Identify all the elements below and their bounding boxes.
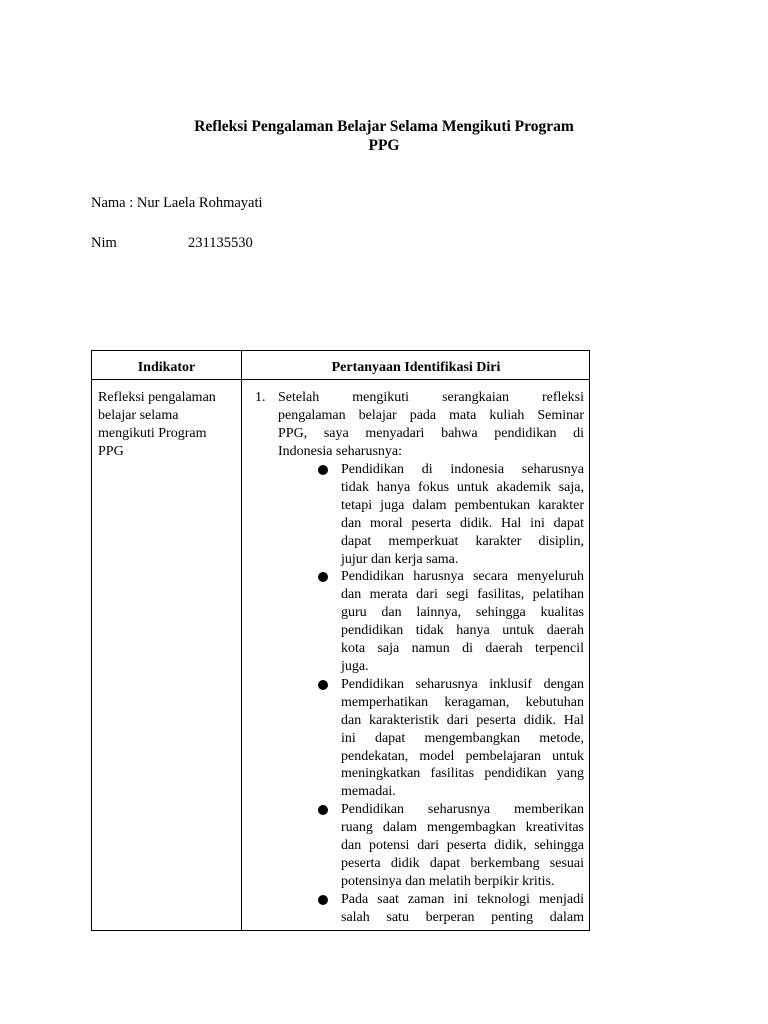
bullet-line: ini dapat mengembangkan metode, xyxy=(341,730,584,746)
header-pertanyaan: Pertanyaan Identifikasi Diri xyxy=(331,360,501,375)
bullet-line: memperhatikan keragaman, kebutuhan xyxy=(341,694,584,710)
bullet-line: Pendidikan harusnya secara menyeluruh xyxy=(341,569,584,585)
bullet-dot-icon xyxy=(318,465,328,475)
bullet-line: juga. xyxy=(341,658,369,674)
bullet-line: pendidikan tidak hanya untuk daerah xyxy=(341,623,584,639)
bullet-line: Pendidikan seharusnya memberikan xyxy=(341,802,584,818)
bullet-dot-icon xyxy=(318,805,328,815)
question-line: Setelah mengikuti serangkaian refleksi xyxy=(278,390,584,405)
bullet-item xyxy=(318,461,584,568)
title-line-2: PPG xyxy=(368,137,400,154)
name-field: Nama : Nur Laela Rohmayati xyxy=(91,195,263,211)
bullet-item xyxy=(318,568,584,675)
question-number: 1. xyxy=(255,390,266,405)
document-title xyxy=(130,117,638,155)
bullet-line: dan merata dari segi fasilitas, pelatihan xyxy=(341,587,584,603)
indikator-line: mengikuti Program xyxy=(98,426,207,441)
bullet-line: pendekatan, model pembelajaran untuk xyxy=(341,748,584,764)
nim-value: 231135530 xyxy=(188,235,253,251)
bullet-line: ruang dalam mengembagkan kreativitas xyxy=(341,820,584,836)
bullet-line: guru dan lainnya, sehingga kualitas xyxy=(341,605,584,621)
bullet-item xyxy=(318,676,584,801)
bullet-dot-icon xyxy=(318,572,328,582)
bullet-dot-icon xyxy=(318,895,328,905)
bullet-dot-icon xyxy=(318,680,328,690)
bullet-line: salah satu berperan penting dalam xyxy=(341,909,584,925)
indikator-cell xyxy=(98,389,238,461)
question-line: PPG, saya menyadari bahwa pendidikan di xyxy=(278,426,584,441)
bullet-line: meningkatkan fasilitas pendidikan yang xyxy=(341,766,584,782)
bullet-item xyxy=(318,801,584,891)
bullet-line: dan moral peserta didik. Hal ini dapat xyxy=(341,515,584,531)
bullet-list xyxy=(318,461,584,927)
title-line-1: Refleksi Pengalaman Belajar Selama Mengikuti Program xyxy=(194,118,574,135)
question-text xyxy=(278,389,584,461)
bullet-line: peserta didik dapat berkembang sesuai xyxy=(341,855,584,871)
bullet-line: Pendidikan seharusnya inklusif dengan xyxy=(341,676,584,692)
header-indikator: Indikator xyxy=(137,360,196,375)
bullet-line: dan potensi dari peserta didik, sehingga xyxy=(341,838,584,854)
indikator-line: belajar selama xyxy=(98,408,179,423)
bullet-item xyxy=(318,891,584,927)
column-divider xyxy=(241,351,242,930)
question-line: pengalaman belajar pada mata kuliah Seminar xyxy=(278,408,584,423)
indikator-line: Refleksi pengalaman xyxy=(98,390,216,405)
bullet-line: dan karakteristik dari peserta didik. Hal xyxy=(341,712,584,728)
bullet-line: Pendidikan di indonesia seharusnya xyxy=(341,462,584,477)
indikator-line: PPG xyxy=(98,444,124,459)
bullet-line: potensinya dan melatih berpikir kritis. xyxy=(341,873,555,889)
bullet-line: memadai. xyxy=(341,784,396,800)
bullet-line: jujur dan kerja sama. xyxy=(341,551,459,567)
bullet-line: dapat memperkuat karakter disiplin, xyxy=(341,533,584,549)
bullet-line: kota saja namun di daerah terpencil xyxy=(341,641,584,657)
bullet-line: tidak hanya fokus untuk akademik saja, xyxy=(341,479,584,495)
header-divider xyxy=(92,379,589,380)
question-line: Indonesia seharusnya: xyxy=(278,444,403,459)
bullet-line: tetapi juga dalam pembentukan karakter xyxy=(341,497,584,513)
nim-label: Nim xyxy=(91,235,117,251)
bullet-line: Pada saat zaman ini teknologi menjadi xyxy=(341,891,584,907)
reflection-table xyxy=(91,350,590,931)
